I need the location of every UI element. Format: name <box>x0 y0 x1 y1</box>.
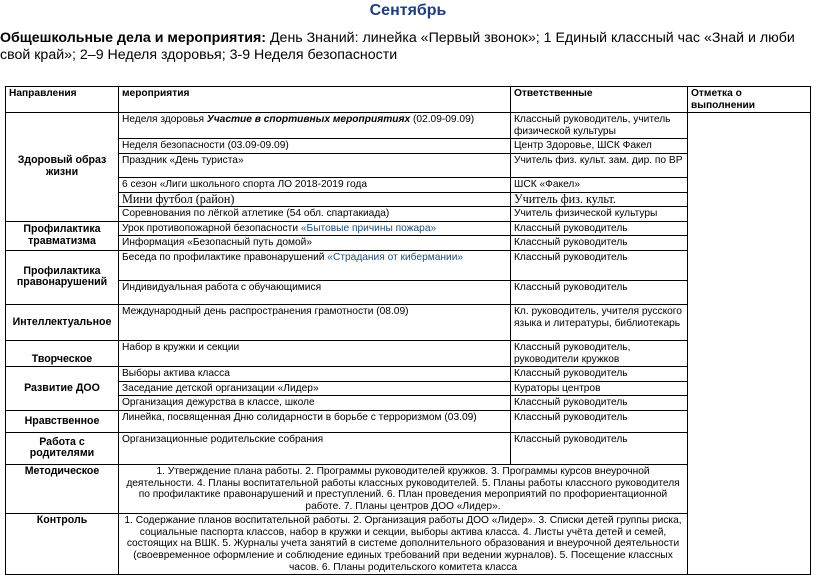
responsible-cell: Классный руководитель, руководители кружков <box>511 340 688 366</box>
event-cell: Соревнования по лёгкой атлетике (54 обл. спартакиада) <box>119 207 511 222</box>
direction-control: Контроль <box>6 514 119 575</box>
table-row <box>6 113 811 139</box>
event-cell: Организационные родительские собрания <box>119 432 511 464</box>
event-cell: Набор в кружки и секции <box>119 340 511 366</box>
responsible-cell: Учитель физ. культ. <box>511 192 688 207</box>
direction-injury: Профилактика травматизма <box>6 221 119 250</box>
responsible-cell: Классный руководитель <box>511 410 688 432</box>
event-cell: Праздник «День туриста» <box>119 153 511 177</box>
event-cell: Мини футбол (район) <box>119 192 511 207</box>
header-directions: Направления <box>6 87 119 113</box>
responsible-cell: Классный руководитель <box>511 367 688 382</box>
event-cell: Неделя безопасности (03.09-09.09) <box>119 139 511 154</box>
event-cell: Международный день распространения грамотности (08.09) <box>119 304 511 340</box>
event-cell: Заседание детской организации «Лидер» <box>119 381 511 396</box>
header-responsible: Ответственные <box>511 87 688 113</box>
responsible-cell: Кл. руководитель, учителя русского языка и литературы, библиотекарь <box>511 304 688 340</box>
direction-creative: Творческое <box>6 340 119 366</box>
event-cell: Беседа по профилактике правонарушений «Страдания от кибермании» <box>119 250 511 280</box>
direction-moral: Нравственное <box>6 410 119 432</box>
responsible-cell: Классный руководитель <box>511 221 688 236</box>
responsible-cell: Классный руководитель, учитель физической культуры <box>511 113 688 139</box>
intro-bold: Общешкольные дела и мероприятия: <box>0 30 266 46</box>
plan-table <box>5 86 811 575</box>
header-completion-mark: Отметка о выполнении <box>688 87 811 113</box>
method-cell: 1. Утверждение плана работы. 2. Программы руководителей кружков. 3. Программы курсов внеурочной деятельности. 4. Планы воспитательной работы классных руководителей. 5. Планы работы классного руководителя по профилактике правонарушений и преступлений. 6. План проведения мероприятий по профориентационной работе. 7. Планы центров ДОО «Лидер». <box>119 464 688 513</box>
completion-mark-cell <box>688 113 811 575</box>
direction-parents: Работа с родителями <box>6 432 119 464</box>
event-cell: Информация «Безопасный путь домой» <box>119 236 511 251</box>
direction-health: Здоровый образ жизни <box>6 113 119 222</box>
header-events: мероприятия <box>119 87 511 113</box>
intro-text: День Знаний: линейка «Первый звонок»; 1 Единый классный час «Знай и люби свой край»; 2–9 Неделя здоровья; 3-9 Неделя безопасности <box>0 30 795 63</box>
responsible-cell: Классный руководитель <box>511 396 688 411</box>
responsible-cell: ШСК «Факел» <box>511 177 688 192</box>
direction-method: Методическое <box>6 464 119 513</box>
direction-intellect: Интеллектуальное <box>6 304 119 340</box>
responsible-cell: Классный руководитель <box>511 250 688 280</box>
responsible-cell: Учитель физической культуры <box>511 207 688 222</box>
responsible-cell: Классный руководитель <box>511 236 688 251</box>
event-cell: 6 сезон «Лиги школьного спорта ЛО 2018-2019 года <box>119 177 511 192</box>
responsible-cell: Центр Здоровье, ШСК Факел <box>511 139 688 154</box>
direction-doo: Развитие ДОО <box>6 367 119 411</box>
table-header-row <box>6 87 811 113</box>
direction-offense: Профилактика правонарушений <box>6 250 119 304</box>
page-title: Сентябрь <box>369 2 447 19</box>
event-cell: Организация дежурства в классе, школе <box>119 396 511 411</box>
responsible-cell: Кураторы центров <box>511 381 688 396</box>
responsible-cell: Классный руководитель <box>511 432 688 464</box>
control-cell: 1. Содержание планов воспитательной работы. 2. Организация работы ДОО «Лидер». 3. Списки детей группы риска, социальные паспорта классов, набор в кружки и секции, выборы актива класса. 4. Листы учёта детей и семей, состоящих на ВШК. 5. Журналы учета занятий в системе дополнительного образования и внеурочной деятельности (своевременное оформление и соблюдение единых требований при ведении журналов). 5. Посещение классных часов. 6. Планы родительского комитета класса <box>119 514 688 575</box>
event-cell: Выборы актива класса <box>119 367 511 382</box>
event-cell: Неделя здоровья Участие в спортивных мероприятиях (02.09-09.09) <box>119 113 511 139</box>
responsible-cell: Учитель физ. культ. зам. дир. по ВР <box>511 153 688 177</box>
event-cell: Урок противопожарной безопасности «Бытовые причины пожара» <box>119 221 511 236</box>
event-cell: Линейка, посвященная Дню солидарности в борьбе с терроризмом (03.09) <box>119 410 511 432</box>
responsible-cell: Классный руководитель <box>511 280 688 304</box>
intro-paragraph <box>0 30 808 64</box>
event-cell: Индивидуальная работа с обучающимися <box>119 280 511 304</box>
